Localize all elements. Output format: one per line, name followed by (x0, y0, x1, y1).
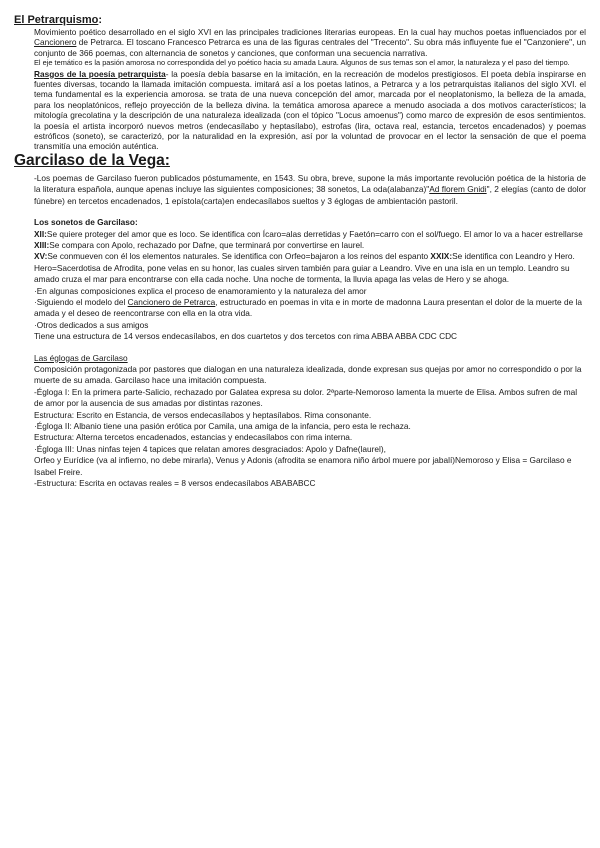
soneto-xii-text: Se quiere proteger del amor que es loco. Se identifica con Ícaro=alas derretidas y Faetón=carro con el sol/fuego. El amor lo va a hacer estrellarse (46, 228, 583, 239)
sonetos-line-enamoramiento: ·En algunas composiciones explica el proceso de enamoramiento y la naturaleza del amor (34, 285, 367, 296)
eglogas-line-5: Estructura: Alterna tercetos encadenados, estancias y endecasílabos con rima interna. (34, 432, 353, 443)
eglogas-line-3: Estructura: Escrito en Estancia, de versos endecasílabos y heptasílabos. Rima consonante. (34, 409, 372, 420)
garcilaso-intro-text-end: ", 2 elegías (canto de dolor fúnebre) en tercetos encadenados, 1 epístola(carta)en endecasílabos sueltos y 3 églogas de ambientación pastoril. (34, 184, 586, 206)
garcilaso-body (14, 173, 586, 490)
sonetos-line-estructura: Tiene una estructura de 14 versos endecasílabos, en dos cuartetos y dos tercetos con rima ABBA ABBA CDC CDC (34, 331, 458, 342)
eglogas-line-4: ·Égloga II: Albanio tiene una pasión erótica por Camila, una amiga de la infancia, pero esta le rechaza. (34, 421, 411, 431)
eglogas-line-2: -Égloga I: En la primera parte-Salicio, rechazado por Galatea expresa su dolor. 2ªparte-Nemoroso lamenta la muerte de Elisa. Ambos sufren de mal de amor por la ausencia de sus amadas por distintas razones. (34, 386, 578, 409)
modelo-text: ·Siguiendo el modelo del (34, 296, 128, 307)
soneto-xii-label: XII: (34, 228, 47, 239)
spacer (34, 343, 586, 353)
petrarquismo-intro-text-end: de Petrarca. El toscano Francesco Petrarca es una de las figuras centrales del "Trecento". Su obra más influyente fue el "Canzoniere", un conjunto de 366 poemas, con alternancia de sonetos y canciones, que conforman una secuencia narrativa. (34, 37, 586, 58)
petrarquismo-intro-paragraph (34, 27, 586, 58)
petrarquismo-intro-text: Movimiento poético desarrollado en el siglo XVI en las principales tradiciones literarias europeas. En la cual hay muchos poetas influenciados por el (34, 27, 586, 37)
garcilaso-heading: Garcilaso de la Vega: (14, 151, 170, 169)
soneto-xv-xxix (34, 251, 586, 285)
soneto-xiii-text: Se compara con Apolo, rechazado por Dafne, que terminará por convertirse en laurel. (49, 239, 365, 250)
sonetos-title: Los sonetos de Garcilaso: (34, 217, 138, 228)
petrarquismo-title-colon: : (98, 14, 103, 26)
ad-florem-gnidi-link[interactable]: Ad florem Gnidi (429, 184, 487, 195)
sonetos-line-amigos: ·Otros dedicados a sus amigos (34, 319, 149, 330)
eglogas-line-7: Orfeo y Eurídice (va al infierno, no debe mirarla), Venus y Adonis (afrodita se enamora niño árbol muere por jabalí)Nemoroso y Elisa = Garcilaso e Isabel Freire. (34, 455, 572, 477)
modelo-text-end: , estructurado en poemas in vita e in morte de madonna Laura presentan el dolor de la muerte de la amada y el deseo de reencontrarse con ella en la otra vida. (34, 296, 582, 319)
cancionero-link[interactable]: Cancionero (34, 37, 77, 48)
soneto-xv-text: Se conmueven con él los elementos naturales. Se identifica con Orfeo=bajaron a los reinos del espanto (47, 251, 431, 262)
soneto-xxix-text: Se identifica con Leandro y Hero. Hero=Sacerdotisa de Afrodita, pone velas en su honor, las cuales sirven también para guiar a Leandro. Vive en una isla en un templo. Leandro su amado cruza el mar para encontrarse con ella cada noche. Una noche de tormenta, la lluvia apaga las velas de Hero y se ahoga. (34, 251, 575, 285)
spacer (34, 207, 586, 217)
petrarquismo-body (14, 27, 586, 152)
section-petrarquismo-heading (14, 14, 586, 26)
rasgos-text: - la poesía debía basarse en la imitación, en la recreación de modelos prestigiosos. El poeta debía inspirarse en fuentes diversas, tocando la llamada imitación compuesta. imitará así a los poetas latinos, a Petrarca y a los petrarquistas italianos del siglo XVI. el tema fundamental es la experiencia amorosa. se trata de una nueva concepción del amor, marcada por el neoplatonismo, la belleza de la amada, para los neoplatónicos, reflejo proyección de la belleza divina. la temática amorosa aparece a menudo asociada a dos motivos característicos; la mitología grecolatina y la descripción de una naturaleza idealizada (con el tópico "Locus amoenus") como marco de expresión de esos sentimientos. la poesía el artista incorporó nuevos metros (endecasílabo y heptasílabo), estrofas (lira, octava real, estancia, tercetos encadenados) y poemas estróficos (soneto), se caracterizó, por la naturalidad en la expresión, así por la voluntad de provocar en el lector la sensación de que el poema transmitía una emoción auténtica. (34, 68, 586, 152)
cancionero-petrarca-link[interactable]: Cancionero de Petrarca (127, 296, 216, 307)
soneto-xiii (34, 240, 586, 251)
soneto-xii (34, 229, 586, 240)
rasgos-title: Rasgos de la poesía petrarquista (34, 68, 166, 79)
garcilaso-intro-paragraph (34, 173, 586, 207)
eglogas-line-8: -Estructura: Escrita en octavas reales = 8 versos endecasílabos ABABABCC (34, 478, 316, 489)
soneto-xxix-label: XXIX: (430, 251, 453, 262)
eglogas-line-6: ·Égloga III: Unas ninfas tejen 4 tapices que relatan amores desgraciados: Apolo y Dafne(laurel), (34, 443, 386, 454)
sonetos-line-modelo (34, 297, 586, 320)
eje-tematico-line: El eje temático es la pasión amorosa no correspondida del yo poético hacia su amada Laura. Algunos de sus temas son el amor, la naturaleza y el paso del tiempo. (34, 58, 570, 68)
soneto-xv-label: XV: (34, 251, 48, 262)
eglogas-line-1: Composición protagonizada por pastores que dialogan en una naturaleza idealizada, donde expresan sus quejas por amor no correspondido o por la muerte de su amada. Garcilaso hace una imitación compuesta. (34, 363, 582, 386)
rasgos-paragraph (34, 69, 586, 152)
soneto-xiii-label: XIII: (34, 239, 50, 250)
garcilaso-intro-text: -Los poemas de Garcilaso fueron publicados póstumamente, en 1543. Su obra, breve, supone la más importante revolución poética de la historia de la literatura española, aunque apenas incluye las siguientes composiciones; 38 sonetos, La oda(alabanza)" (34, 172, 586, 195)
eglogas-title: Las églogas de Garcilaso (34, 352, 128, 363)
petrarquismo-title: El Petrarquismo (14, 14, 99, 26)
